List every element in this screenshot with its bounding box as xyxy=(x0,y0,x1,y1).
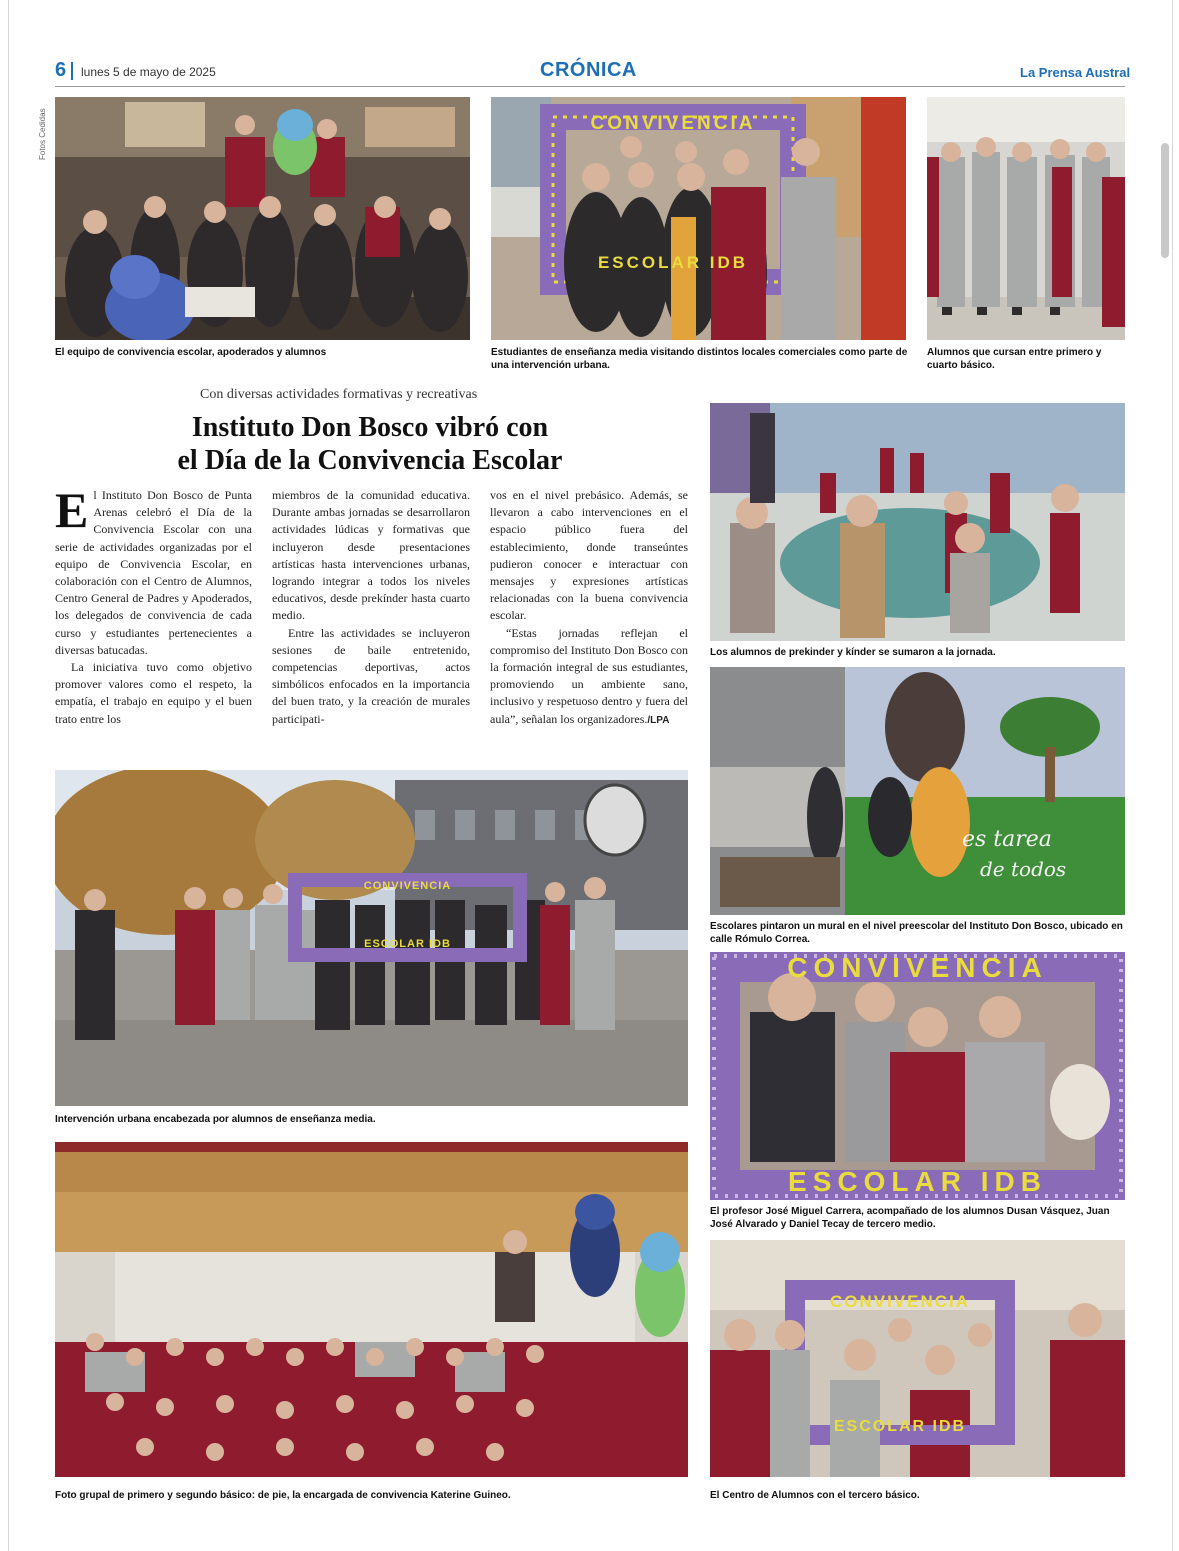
photo-primary-students xyxy=(927,97,1125,340)
caption-photo-frame-students: Estudiantes de enseñanza media visitando distintos locales comerciales como parte de una intervención urbana. xyxy=(491,347,908,371)
photo-credit: Fotos Cedidas xyxy=(38,108,47,160)
photo-student-council xyxy=(710,1240,1125,1477)
caption-photo-prekinder: Los alumnos de prekinder y kínder se sumaron a la jornada. xyxy=(710,647,996,658)
mural-text-line-2: de todos xyxy=(980,857,1067,881)
article-signature: /LPA xyxy=(647,714,670,726)
frame-label-bottom: ESCOLAR IDB xyxy=(833,1418,967,1435)
article-column-1 xyxy=(55,482,252,728)
caption-photo-teacher-students: El profesor José Miguel Carrera, acompañado de los alumnos Dusan Vásquez, Juan José Alvarado y Daniel Tecay de tercero medio. xyxy=(710,1206,1110,1230)
mural-text-line-1: es tarea xyxy=(962,827,1052,852)
frame-label-top: CONVIVENCIA xyxy=(787,952,1048,983)
photo-teacher-students xyxy=(710,952,1125,1200)
frame-label-top: CONVIVENCIA xyxy=(590,113,756,134)
photo-mural xyxy=(710,667,1125,915)
frame-label-bottom: ESCOLAR IDB xyxy=(788,1166,1047,1197)
caption-photo-student-council: El Centro de Alumnos con el tercero básico. xyxy=(710,1490,920,1501)
frame-label-top: CONVIVENCIA xyxy=(363,880,452,892)
col1-paragraph-1: l Instituto Don Bosco de Punta Arenas celebró el Día de la Convivencia Escolar con una serie de actividades organizadas por el equipo de Convivencia Escolar, en colaboración con el Centro de Alumnos, Centro General de Padres y Apoderados, los delegados de convivencia de cada curso y estudiantes pertenecientes a diversas batucadas. xyxy=(55,488,252,657)
caption-photo-primary-students: Alumnos que cursan entre primero y cuarto básico. xyxy=(927,347,1102,371)
section-title: CRÓNICA xyxy=(540,59,637,81)
article-kicker: Con diversas actividades formativas y recreativas xyxy=(200,387,478,402)
drop-cap: E xyxy=(55,482,89,538)
col3-paragraph-1: vos en el nivel prebásico. Además, se llevaron a cabo intervenciones en el espacio público fuera del establecimiento, donde transeúntes pudieron conocer e interactuar con mensajes y expresiones artísticas relacionadas con la buena convivencia escolar. xyxy=(490,488,688,623)
header-divider xyxy=(71,62,73,80)
newspaper-name: La Prensa Austral xyxy=(1020,65,1131,80)
photo-prekinder xyxy=(710,403,1125,641)
issue-date: lunes 5 de mayo de 2025 xyxy=(81,65,216,79)
caption-photo-mural: Escolares pintaron un mural en el nivel preescolar del Instituto Don Bosco, ubicado en calle Rómulo Correa. xyxy=(710,921,1123,945)
page-number: 6 xyxy=(55,59,67,81)
photo-group-staff xyxy=(55,97,470,340)
headline-line-2: el Día de la Convivencia Escolar xyxy=(177,445,563,476)
caption-photo-urban-intervention: Intervención urbana encabezada por alumnos de enseñanza media. xyxy=(55,1114,376,1125)
col3-paragraph-2: “Estas jornadas reflejan el compromiso del Instituto Don Bosco con la formación integral de sus estudiantes, promoviendo un ambiente sano, inclusivo y respetuoso dentro y fuera del aula”, señalan los organizadores. xyxy=(490,625,688,726)
frame-label-top: CONVIVENCIA xyxy=(829,1292,971,1311)
frame-label-bottom: ESCOLAR IDB xyxy=(364,938,451,950)
col1-paragraph-2: La iniciativa tuvo como objetivo promover valores como el respeto, la empatía, el trabajo en equipo y el buen trato entre los xyxy=(55,660,252,726)
caption-photo-group-staff: El equipo de convivencia escolar, apoderados y alumnos xyxy=(55,347,327,358)
photo-gym-group xyxy=(55,1142,688,1477)
col2-paragraph-1: miembros de la comunidad educativa. Durante ambas jornadas se desarrollaron actividades lúdicas y formativas que incluyeron desde presentaciones artísticas hasta intervenciones urbanas, logrando integrar a todos los niveles educativos, desde prekínder hasta cuarto medio. xyxy=(272,488,470,623)
caption-photo-gym-group: Foto grupal de primero y segundo básico: de pie, la encargada de convivencia Katerine Guineo. xyxy=(55,1490,511,1501)
headline-line-1: Instituto Don Bosco vibró con xyxy=(191,412,549,443)
frame-label-bottom: ESCOLAR IDB xyxy=(597,253,749,272)
header-rule xyxy=(55,86,1125,87)
photo-urban-intervention xyxy=(55,770,688,1106)
article-headline xyxy=(100,411,640,477)
col2-paragraph-2: Entre las actividades se incluyeron sesiones de baile entretenido, competencias deportivas, actos simbólicos enfocados en la importancia del buen trato, y la creación de murales participati- xyxy=(272,625,470,726)
article-column-2 xyxy=(272,487,470,728)
scrollbar[interactable] xyxy=(1161,143,1169,258)
article-column-3 xyxy=(490,487,688,729)
photo-frame-students xyxy=(491,97,906,340)
